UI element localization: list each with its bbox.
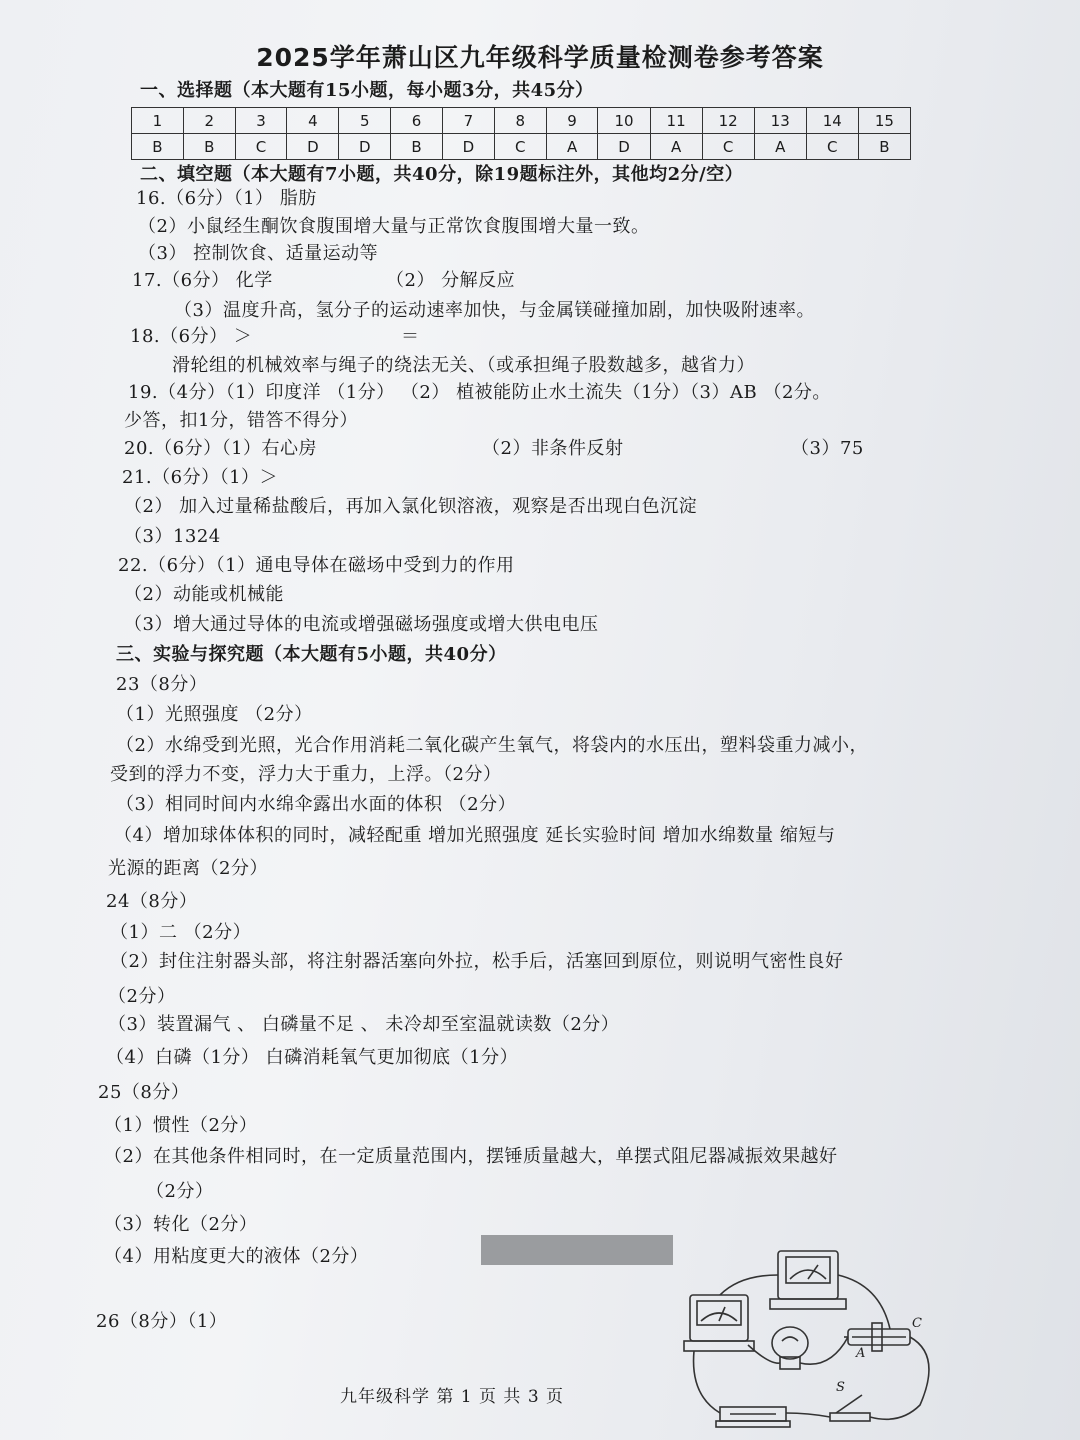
q21-line3: （3）1324	[124, 526, 221, 547]
answer-cell: D	[339, 134, 391, 160]
circuit-label-c: C	[912, 1316, 922, 1331]
answer-cell: D	[287, 134, 339, 160]
q17-line2: （3）温度升高，氢分子的运动速率加快，与金属镁碰撞加剧，加快吸附速率。	[174, 300, 815, 321]
q23-line1: （1）光照强度 （2分）	[116, 704, 313, 725]
battery-icon	[716, 1407, 790, 1427]
q25-line3: （2分）	[146, 1181, 214, 1202]
question-number-row	[132, 108, 911, 134]
question-number-cell: 15	[858, 108, 910, 134]
answer-cell: B	[391, 134, 443, 160]
question-number-cell: 6	[391, 108, 443, 134]
q25-line1: （1）惯性（2分）	[104, 1115, 258, 1136]
question-number-cell: 1	[132, 108, 184, 134]
circuit-diagram	[680, 1245, 950, 1435]
question-number-cell: 13	[754, 108, 806, 134]
answer-cell: C	[235, 134, 287, 160]
q19-line1: 19.（4分）（1）印度洋 （1分） （2） 植被能防止水土流失（1分）（3）AB （2分。	[128, 382, 831, 403]
q23-line2: （2）水绵受到光照，光合作用消耗二氧化碳产生氧气，将袋内的水压出，塑料袋重力减小，	[116, 735, 868, 756]
q22-line3: （3）增大通过导体的电流或增强磁场强度或增大供电电压	[124, 614, 599, 635]
circuit-label-a: A	[856, 1346, 866, 1361]
q16-line3: （3） 控制饮食、适量运动等	[138, 243, 379, 264]
section1-heading: 一、选择题（本大题有15小题，每小题3分，共45分）	[140, 80, 594, 101]
answer-cell: C	[806, 134, 858, 160]
voltmeter-icon	[770, 1251, 846, 1309]
q16-line1: 16.（6分）（1） 脂肪	[136, 188, 317, 209]
q24-line2: （2）封住注射器头部，将注射器活塞向外拉，松手后，活塞回到原位，则说明气密性良好	[110, 951, 844, 972]
q18-line2: 滑轮组的机械效率与绳子的绕法无关、（或承担绳子股数越多，越省力）	[172, 355, 755, 376]
question-number-cell: 2	[183, 108, 235, 134]
ammeter-icon	[684, 1295, 754, 1351]
question-number-cell: 12	[702, 108, 754, 134]
answer-cell: A	[546, 134, 598, 160]
q25-line4: （3）转化（2分）	[104, 1214, 258, 1235]
q21-line1: 21.（6分）（1）＞	[122, 467, 279, 488]
q25-head: 25（8分）	[98, 1082, 190, 1103]
section2-heading: 二、填空题（本大题有7小题，共40分，除19题标注外，其他均2分/空）	[140, 164, 744, 185]
question-number-cell: 14	[806, 108, 858, 134]
answer-cell: A	[650, 134, 702, 160]
q24-line5: （4）白磷（1分） 白磷消耗氧气更加彻底（1分）	[106, 1047, 519, 1068]
q25-line2: （2）在其他条件相同时，在一定质量范围内，摆锤质量越大，单摆式阻尼器减振效果越好	[104, 1146, 838, 1167]
answer-cell: A	[754, 134, 806, 160]
question-number-cell: 4	[287, 108, 339, 134]
switch-icon	[830, 1395, 870, 1421]
q22-line1: 22.（6分）（1）通电导体在磁场中受到力的作用	[118, 555, 515, 576]
q24-line1: （1）二 （2分）	[110, 922, 252, 943]
section3-heading: 三、实验与探究题（本大题有5小题，共40分）	[116, 644, 507, 665]
answer-cell: B	[858, 134, 910, 160]
redaction-bar	[481, 1235, 673, 1265]
q23-line6: 光源的距离（2分）	[108, 858, 268, 879]
question-number-cell: 11	[650, 108, 702, 134]
rheostat-icon	[844, 1323, 910, 1351]
q23-line3: 受到的浮力不变，浮力大于重力，上浮。（2分）	[110, 764, 502, 785]
question-number-cell: 9	[546, 108, 598, 134]
q23-head: 23（8分）	[116, 674, 208, 695]
page-title: 2025学年萧山区九年级科学质量检测卷参考答案	[256, 43, 824, 72]
q19-line2: 少答，扣1分，错答不得分）	[124, 410, 358, 431]
q24-head: 24（8分）	[106, 891, 198, 912]
question-number-cell: 3	[235, 108, 287, 134]
circuit-label-s: S	[836, 1380, 845, 1395]
answer-row	[132, 134, 911, 160]
answer-cell: B	[132, 134, 184, 160]
q24-line3: （2分）	[108, 986, 176, 1007]
question-number-cell: 7	[442, 108, 494, 134]
question-number-cell: 10	[598, 108, 650, 134]
q21-line2: （2） 加入过量稀盐酸后，再加入氯化钡溶液，观察是否出现白色沉淀	[124, 496, 698, 517]
answer-cell: D	[442, 134, 494, 160]
answer-cell: D	[598, 134, 650, 160]
answer-cell: C	[494, 134, 546, 160]
q25-line5: （4）用粘度更大的液体（2分）	[104, 1246, 369, 1267]
answer-cell: B	[183, 134, 235, 160]
q22-line2: （2）动能或机械能	[124, 584, 284, 605]
q20-part2: （2）非条件反射	[482, 438, 624, 459]
q18-line1a: 18.（6分） ＞	[130, 326, 253, 347]
q20-part3: （3）75	[791, 438, 864, 459]
q24-line4: （3）装置漏气 、 白磷量不足 、 未冷却至室温就读数（2分）	[108, 1014, 620, 1035]
q26-head: 26（8分）（1）	[96, 1311, 228, 1332]
q16-line2: （2）小鼠经生酮饮食腹围增大量与正常饮食腹围增大量一致。	[138, 216, 650, 237]
answer-table	[131, 107, 911, 160]
q18-line1b: ＝	[401, 326, 420, 347]
page-footer: 九年级科学 第 1 页 共 3 页	[340, 1387, 565, 1407]
q23-line5: （4）增加球体体积的同时，减轻配重 增加光照强度 延长实验时间 增加水绵数量 缩短与	[114, 825, 836, 846]
q23-line4: （3）相同时间内水绵伞露出水面的体积 （2分）	[116, 794, 517, 815]
q17-line1a: 17.（6分） 化学	[132, 270, 273, 291]
question-number-cell: 8	[494, 108, 546, 134]
q17-line1b: （2） 分解反应	[386, 270, 516, 291]
question-number-cell: 5	[339, 108, 391, 134]
answer-cell: C	[702, 134, 754, 160]
q20-part1: 20.（6分）（1）右心房	[124, 438, 318, 459]
